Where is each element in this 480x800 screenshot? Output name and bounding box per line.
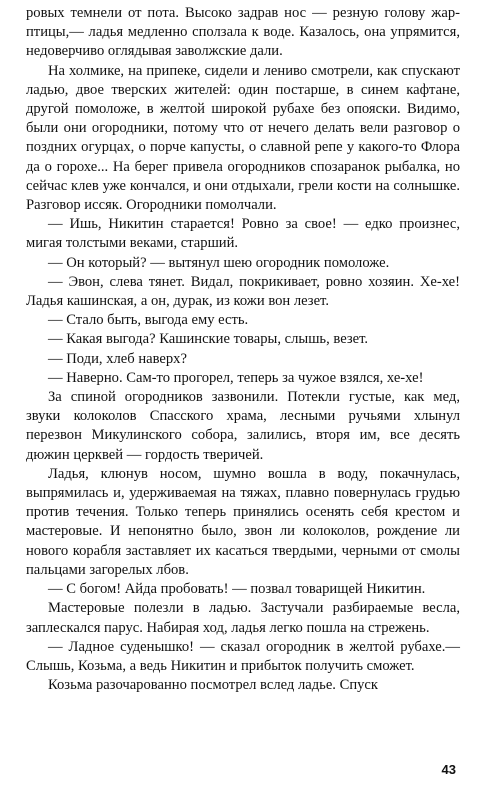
paragraph: — Ишь, Никитин старается! Ровно за свое! — едко произнес, мигая толстыми веками, старший. bbox=[26, 216, 460, 252]
paragraph: — Эвон, слева тянет. Видал, покрикивает, ровно хозяин. Хе-хе! Ладья кашинская, а он, дурак, из кожи вон лезет. bbox=[26, 273, 460, 310]
paragraph: Мастеровые полезли в ладью. Застучали разбираемые весла, заплескался парус. Набирая ход, ладья легко пошла на стрежень. bbox=[26, 600, 460, 636]
paragraph: — Поди, хлеб наверх? bbox=[48, 350, 187, 367]
paragraph: ровых темнели от пота. Высоко задрав нос — резную голову жар-птицы,— ладья медленно сползала к воде. Казалось, она упрямится, недоверчиво оглядывая заволжские дали. bbox=[26, 5, 460, 60]
paragraph: — Какая выгода? Кашинские товары, слышь, везет. bbox=[48, 331, 369, 348]
paragraph: — Наверно. Сам-то прогорел, теперь за чужое взялся, хе-хе! bbox=[48, 369, 424, 386]
paragraph: — С богом! Айда пробовать! — позвал товарищей Никитин. bbox=[48, 581, 426, 598]
paragraph: Козьма разочарованно посмотрел вслед ладье. Спуск bbox=[48, 677, 379, 694]
page-number: 43 bbox=[441, 762, 456, 777]
paragraph: Ладья, клюнув носом, шумно вошла в воду, покачнулась, выпрямилась и, удерживаемая на тяжах, плавно повернулась грудью против течения. Только теперь принялись осенять себя крестом и мастеровые. И непонятно было, звон ли колоколов, рождение ли нового корабля заставляет их касаться твердыми, черными от смолы пальцами загорелых лбов. bbox=[26, 465, 460, 578]
page-text bbox=[26, 4, 460, 695]
paragraph: За спиной огородников зазвонили. Потекли густые, как мед, звуки колоколов Спасского храма, лесными ручьями хлынул перезвон Микулинского собора, залились, вторя им, все десять дюжин церквей — гордость тверичей. bbox=[26, 389, 460, 463]
paragraph: — Ладное суденышко! — сказал огородник в желтой рубахе.— Слышь, Козьма, а ведь Никитин и прибыток получить сможет. bbox=[26, 638, 460, 674]
paragraph: — Стало быть, выгода ему есть. bbox=[48, 312, 249, 329]
paragraph: — Он который? — вытянул шею огородник помоложе. bbox=[48, 254, 390, 271]
paragraph: На холмике, на припеке, сидели и лениво смотрели, как спускают ладью, двое тверских жителей: один постарше, в синем кафтане, другой помоложе, в желтой широкой рубахе без опояски. Видимо, были они огородники, потому что от нечего делать вели разговор о поздних огурцах, о порче капусты, о славной репе у какого-то Флора да о горохе... На берег привела огородников спозаранок рыбалка, но сейчас клев уже кончался, и они отдыхали, грели кости на солнышке. Разговор иссяк. Огородники помолчали. bbox=[26, 62, 460, 214]
